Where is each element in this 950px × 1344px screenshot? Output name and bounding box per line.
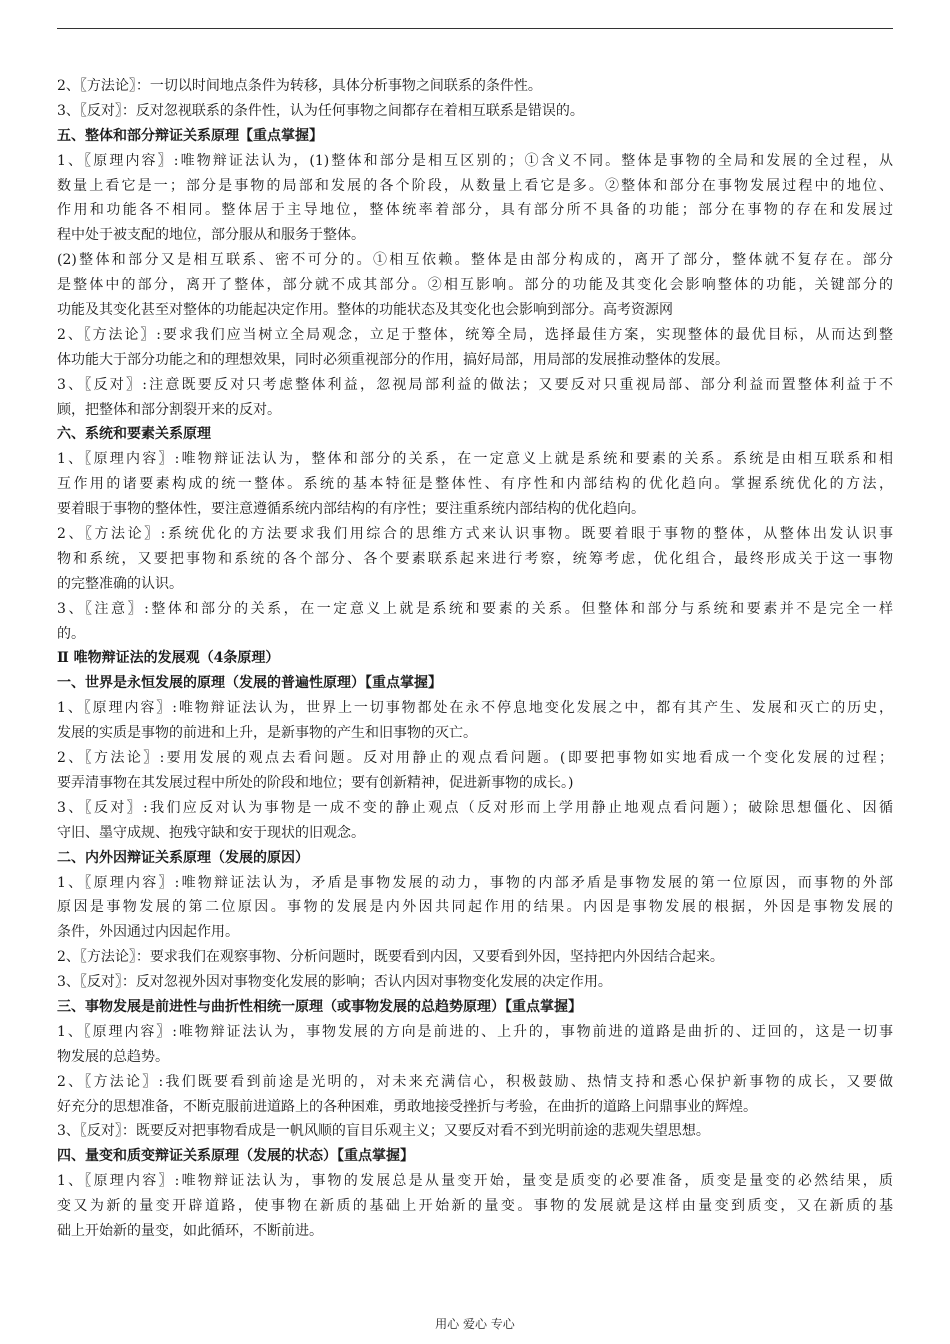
text-line: 3、〖反对〗:我们应反对认为事物是一成不变的静止观点（反对形而上学用静止地观点看问题）；破除思想僵化、因循 xyxy=(57,799,893,816)
text-line: 条件，外因通过内因起作用。 xyxy=(57,924,239,941)
paragraph xyxy=(57,597,893,647)
paragraph xyxy=(57,447,893,522)
text-line: 1、〖原理内容〗:唯物辩证法认为，世界上一切事物都处在永不停息地变化发展之中，都有其产生、发展和灭亡的历史， xyxy=(57,700,893,717)
text-line: 发展的实质是事物的前进和上升，是新事物的产生和旧事物的灭亡。 xyxy=(57,725,477,742)
text-line: 作用和功能各不相同。整体居于主导地位，整体统率着部分，具有部分所不具备的功能；部分在事物的存在和发展过 xyxy=(57,202,893,219)
heading-line: 五、整体和部分辩证关系原理【重点掌握】 xyxy=(57,127,323,144)
text-line: 2、〖方法论〗：要求我们在观察事物、分析问题时，既要看到内因，又要看到外因，坚持把内外因结合起来。 xyxy=(57,949,724,966)
text-line: 的。 xyxy=(57,625,85,642)
text-line: 要弄清事物在其发展过程中所处的阶段和地位；要有创新精神，促进新事物的成长。) xyxy=(57,774,574,791)
text-line: 3、〖反对〗：反对忽视联系的条件性，认为任何事物之间都存在着相互联系是错误的。 xyxy=(57,102,584,119)
paragraph xyxy=(57,1020,893,1070)
section-heading xyxy=(57,646,893,671)
text-line: 变又为新的量变开辟道路，使事物在新质的基础上开始新的量变。事物的发展就是这样由量变到质变，又在新质的基 xyxy=(57,1198,893,1215)
heading-line: 四、量变和质变辩证关系原理（发展的状态）【重点掌握】 xyxy=(57,1148,414,1165)
document-body xyxy=(57,74,893,1244)
page-footer: 用心 爱心 专心 xyxy=(435,1317,515,1331)
text-line: 好充分的思想准备，不断克服前进道路上的各种困难，勇敢地接受挫折与考验，在曲折的道路上问鼎事业的辉煌。 xyxy=(57,1098,757,1115)
section-heading xyxy=(57,846,893,871)
section-heading xyxy=(57,995,893,1020)
text-line: 原因是事物发展的第二位原因。事物的发展是内外因共同起作用的结果。内因是事物发展的根据，外因是事物发展的 xyxy=(57,899,893,916)
paragraph xyxy=(57,99,893,124)
paragraph xyxy=(57,871,893,946)
paragraph xyxy=(57,1169,893,1244)
section-heading xyxy=(57,422,893,447)
text-line: 程中处于被支配的地位，部分服从和服务于整体。 xyxy=(57,227,365,244)
text-line: 数量上看它是一；部分是事物的局部和发展的各个阶段，从数量上看它是多。②整体和部分在事物发展过程中的地位、 xyxy=(57,177,893,194)
text-line: 顾，把整体和部分割裂开来的反对。 xyxy=(57,401,281,418)
text-line: 是整体中的部分，离开了整体，部分就不成其部分。②相互影响。部分的功能及其变化会影响整体的功能，关键部分的 xyxy=(57,277,893,294)
text-line: 要着眼于事物的整体性，要注意遵循系统内部结构的有序性；要注重系统内部结构的优化趋向。 xyxy=(57,501,645,518)
text-line: 体功能大于部分功能之和的理想效果，同时必须重视部分的作用，搞好局部，用局部的发展推动整体的发展。 xyxy=(57,351,729,368)
text-line: 1、〖原理内容〗:唯物辩证法认为，矛盾是事物发展的动力，事物的内部矛盾是事物发展的第一位原因，而事物的外部 xyxy=(57,874,893,891)
text-line: 1、〖原理内容〗:唯物辩证法认为，(1)整体和部分是相互区别的；①含义不同。整体是事物的全局和发展的全过程，从 xyxy=(57,152,893,169)
paragraph xyxy=(57,1119,893,1144)
text-line: 2、〖方法论〗:系统优化的方法要求我们用综合的思维方式来认识事物。既要着眼于事物的整体，从整体出发认识事 xyxy=(57,526,893,543)
paragraph xyxy=(57,149,893,249)
paragraph xyxy=(57,248,893,323)
text-line: 互作用的诸要素构成的统一整体。系统的基本特征是整体性、有序性和内部结构的优化趋向。掌握系统优化的方法， xyxy=(57,476,893,493)
section-heading xyxy=(57,124,893,149)
text-line: 功能及其变化甚至对整体的功能起决定作用。整体的功能状态及其变化也会影响到部分。高考资源网 xyxy=(57,302,673,319)
heading-line: 一、世界是永恒发展的原理（发展的普遍性原理）【重点掌握】 xyxy=(57,675,442,692)
text-line: 1、〖原理内容〗:唯物辩证法认为，整体和部分的关系，在一定意义上就是系统和要素的关系。系统是由相互联系和相 xyxy=(57,451,893,468)
heading-line: 二、内外因辩证关系原理（发展的原因） xyxy=(57,849,309,866)
text-line: 2、〖方法论〗:要求我们应当树立全局观念，立足于整体，统筹全局，选择最佳方案，实现整体的最优目标，从而达到整 xyxy=(57,326,893,343)
text-line: 物发展的总趋势。 xyxy=(57,1048,169,1065)
paragraph xyxy=(57,970,893,995)
paragraph xyxy=(57,74,893,99)
text-line: 的完整准确的认识。 xyxy=(57,575,183,592)
text-line: 2、〖方法论〗：一切以时间地点条件为转移，具体分析事物之间联系的条件性。 xyxy=(57,78,542,94)
paragraph xyxy=(57,796,893,846)
text-line: 守旧、墨守成规、抱残守缺和安于现状的旧观念。 xyxy=(57,824,365,841)
section-heading xyxy=(57,671,893,696)
text-line: 物和系统，又要把事物和系统的各个部分、各个要素联系起来进行考察，统筹考虑，优化组合，最终形成关于这一事物 xyxy=(57,550,893,567)
text-line: 3、〖反对〗：既要反对把事物看成是一帆风顺的盲目乐观主义；又要反对看不到光明前途的悲观失望思想。 xyxy=(57,1123,710,1140)
heading-line: 三、事物发展是前进性与曲折性相统一原理（或事物发展的总趋势原理）【重点掌握】 xyxy=(57,998,582,1015)
text-line: 3、〖反对〗:注意既要反对只考虑整体利益，忽视局部利益的做法；又要反对只重视局部、部分利益而置整体利益于不 xyxy=(57,376,893,393)
text-line: 3、〖反对〗：反对忽视外因对事物变化发展的影响；否认内因对事物变化发展的决定作用。 xyxy=(57,974,612,991)
heading-line: 六、系统和要素关系原理 xyxy=(57,426,211,443)
paragraph xyxy=(57,696,893,746)
top-rule xyxy=(57,28,893,29)
text-line: 2、〖方法论〗:我们既要看到前途是光明的，对未来充满信心，积极鼓励、热情支持和悉心保护新事物的成长，又要做 xyxy=(57,1073,893,1090)
text-line: 础上开始新的量变，如此循环，不断前进。 xyxy=(57,1222,323,1239)
paragraph xyxy=(57,323,893,373)
paragraph xyxy=(57,522,893,597)
heading-line: Ⅱ 唯物辩证法的发展观（4条原理） xyxy=(57,650,280,667)
text-line: 3、〖注意〗:整体和部分的关系，在一定意义上就是系统和要素的关系。但整体和部分与系统和要素并不是完全一样 xyxy=(57,600,893,617)
paragraph xyxy=(57,373,893,423)
text-line: 1、〖原理内容〗:唯物辩证法认为，事物发展的方向是前进的、上升的，事物前进的道路是曲折的、迂回的，这是一切事 xyxy=(57,1023,893,1040)
section-heading xyxy=(57,1144,893,1169)
text-line: (2)整体和部分又是相互联系、密不可分的。①相互依赖。整体是由部分构成的，离开了部分，整体就不复存在。部分 xyxy=(57,252,893,269)
paragraph xyxy=(57,746,893,796)
text-line: 2、〖方法论〗:要用发展的观点去看问题。反对用静止的观点看问题。(即要把事物如实地看成一个变化发展的过程； xyxy=(57,750,893,767)
paragraph xyxy=(57,945,893,970)
text-line: 1、〖原理内容〗:唯物辩证法认为，事物的发展总是从量变开始，量变是质变的必要准备，质变是量变的必然结果，质 xyxy=(57,1173,893,1190)
paragraph xyxy=(57,1070,893,1120)
